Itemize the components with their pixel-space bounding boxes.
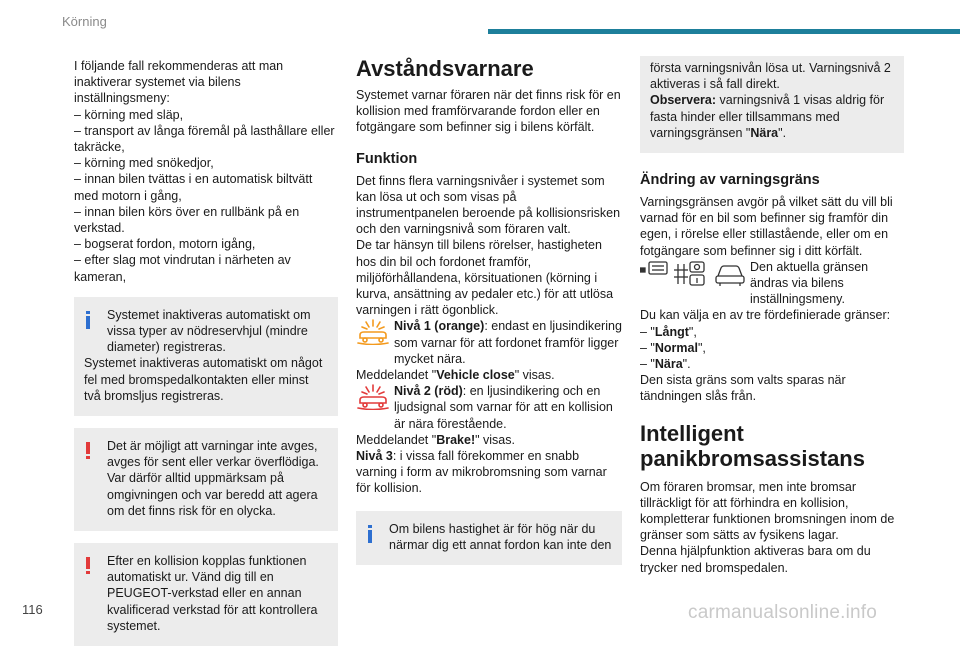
limit-setting [640, 259, 904, 308]
choice-label: Långt [654, 324, 689, 339]
section-heading: Avståndsvarnare [356, 56, 534, 81]
level-label: Nivå 3 [356, 449, 393, 464]
intro-line: – körning med snökedjor, [74, 156, 214, 171]
warning-icon [86, 557, 90, 575]
note-label: Observera: [650, 93, 717, 108]
message-prefix: Meddelandet " [356, 368, 437, 383]
column-middle [356, 56, 622, 565]
column-right [640, 56, 904, 576]
collision-warning-orange-icon [356, 319, 390, 345]
section-heading-line: Intelligent [640, 420, 744, 446]
vehicle-icon [716, 266, 744, 286]
choice-suffix: ", [697, 340, 706, 355]
menu-button-icon [640, 262, 667, 274]
info-box-continued [640, 56, 904, 153]
warning-icon [86, 442, 90, 460]
paragraph: De tar hänsyn till bilens rörelser, hastigheten hos din bil och fordonet framför, miljöförhållandena, körsituationen (körning i kurva, ansättning av pedaler etc.) för att utlösa varningen i rätt ögonblick. [356, 238, 614, 318]
message-suffix: " visas. [475, 432, 515, 447]
limit-text: Den aktuella gränsen ändras via bilens inställningsmeny. [750, 259, 869, 307]
info-text: Systemet inaktiveras automatiskt om vissa typer av nödreservhjul (mindre diameter) registreras. [107, 307, 311, 355]
page-number: 116 [22, 602, 43, 617]
intro-line: – innan bilen körs över en rullbänk på en verkstad. [74, 204, 300, 236]
choice-item [640, 356, 904, 372]
message-suffix: " visas. [514, 368, 555, 383]
info-text: Om bilens hastighet är för hög när du närmar dig ett annat fordon kan inte den [389, 521, 612, 552]
subsection-heading: Funktion [356, 150, 418, 167]
intro-line: – bogserat fordon, motorn igång, [74, 237, 256, 252]
warning-text: Det är möjligt att varningar inte avges, avges för sent eller verkar överflödiga. Var därför alltid uppmärksam på omgivningen och var beredd att agera om det finns risk för en olycka. [107, 439, 319, 518]
choice-prefix: – " [640, 324, 655, 339]
note-end: ". [778, 125, 787, 140]
paragraph: Den sista gräns som valts sparas när tändningen slås från. [640, 373, 846, 404]
choice-prefix: – " [640, 357, 655, 372]
info-box [74, 297, 338, 416]
warning-text: Efter en kollision kopplas funktionen automatiskt ur. Vänd dig till en PEUGEOT-verkstad eller en annan kvalificerad verkstad för att kontrollera systemet. [107, 554, 318, 633]
subsection-heading: Ändring av varningsgräns [640, 172, 820, 189]
choice-item [640, 340, 904, 356]
intro-line: – efter slag mot vindrutan i närheten av kameran, [74, 253, 291, 284]
warning-box [74, 543, 338, 646]
header-accent-bar [488, 29, 960, 34]
level-text: : endast en ljusindikering som varnar för att fordonet framför ligger mycket nära. [394, 319, 622, 366]
level-text: : i vissa fall förekommer en snabb varning i form av mikrobromsning som varnar för kollision. [356, 449, 607, 496]
choice-prefix: – " [640, 340, 655, 355]
message-prefix: Meddelandet " [356, 432, 437, 447]
intro-line: – transport av långa föremål på lasthållare eller takräcke, [74, 123, 335, 155]
info-text: Systemet inaktiveras automatiskt om något fel med bromspedalkontakten eller minst två bromsljus registreras. [84, 356, 323, 403]
note-bold: Nära [750, 125, 779, 140]
level-label: Nivå 2 (röd) [394, 384, 463, 399]
paragraph: Om föraren bromsar, men inte bromsar tillräckligt för att förhindra en kollision, kompletterar funktionen bromsningen inom de gränser som sätts av fysikens lagar. [640, 479, 895, 543]
header-title: Körning [62, 14, 107, 29]
choice-label: Normal [654, 340, 698, 355]
paragraph: Det finns flera varningsnivåer i systemet som kan lösa ut och som visas på instrumentpanelen beroende på kollisionsrisken och den varningsnivå som föraren valt. [356, 173, 621, 237]
choice-label: Nära [654, 357, 683, 372]
column-left [74, 58, 338, 646]
message-text: Vehicle close [436, 368, 515, 383]
driving-aids-icon [674, 262, 704, 285]
choice-item [640, 324, 904, 340]
message-text: Brake! [436, 432, 476, 447]
intro-line: – innan bilen tvättas i en automatisk biltvätt med motorn i gång, [74, 172, 313, 203]
paragraph: Du kan välja en av tre fördefinierade gränser: [640, 308, 891, 323]
section-heading-line: panikbromsassistans [640, 445, 865, 471]
level-text: : en ljusindikering och en ljudsignal som varnar för att en kollision är nära förestående. [394, 384, 613, 431]
choice-suffix: ", [688, 324, 697, 339]
intro-line: I följande fall rekommenderas att man inaktiverar systemet via bilens inställningsmeny: [74, 59, 284, 106]
info-box [356, 511, 622, 565]
info-text: första varningsnivån lösa ut. Varningsnivå 2 aktiveras i så fall direkt. [650, 61, 891, 92]
info-icon [86, 311, 90, 329]
settings-menu-icons [640, 260, 746, 288]
note-text: varningsnivå 1 visas aldrig för fasta hinder eller tillsammans med varningsgränsen " [650, 93, 885, 140]
level-label: Nivå 1 (orange) [394, 319, 485, 334]
watermark: carmanualsonline.info [688, 602, 878, 623]
choice-suffix: ". [682, 357, 691, 372]
warning-level-2 [356, 383, 622, 432]
warning-box [74, 428, 338, 531]
warning-level-1 [356, 318, 622, 367]
intro-paragraph: Systemet varnar föraren när det finns risk för en kollision med framförvarande fordon eller en fotgängare som befinner sig i bilens körfält. [356, 88, 621, 135]
info-icon [368, 525, 372, 543]
section-heading [640, 421, 904, 471]
collision-warning-red-icon [356, 384, 390, 410]
intro-line: – körning med släp, [74, 107, 184, 122]
paragraph: Varningsgränsen avgör på vilket sätt du vill bli varnad för en bil som befinner sig framför din egen, i rörelse eller stillastående, eller om en fotgängare som befinner sig i ditt körfält. [640, 195, 893, 258]
paragraph: Denna hjälpfunktion aktiveras bara om du trycker ned bromspedalen. [640, 544, 871, 575]
